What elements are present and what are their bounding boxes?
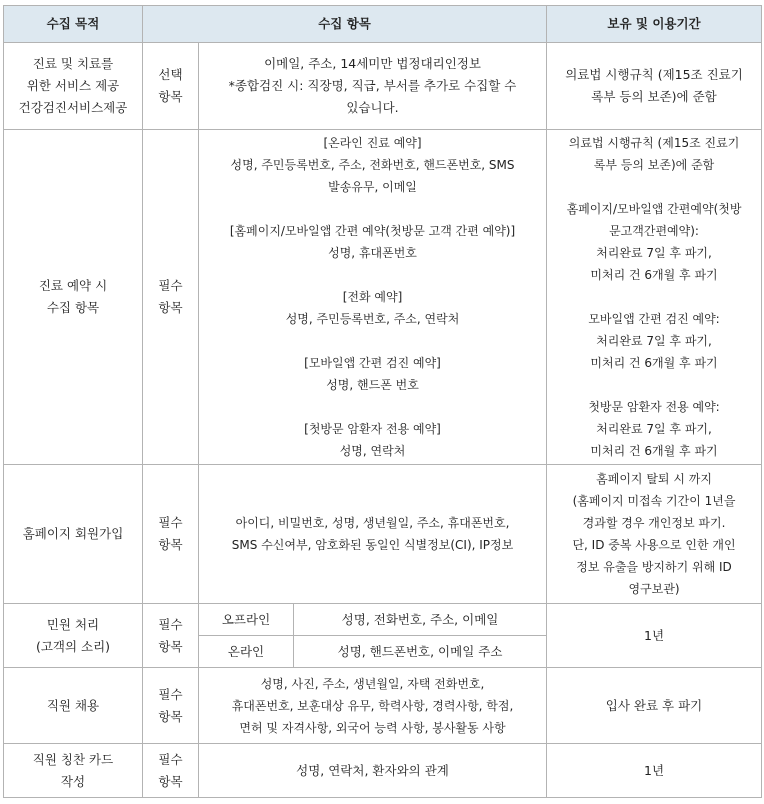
- channel-items-offline: 성명, 전화번호, 주소, 이메일: [294, 604, 547, 636]
- table-row: [4, 465, 762, 604]
- items-line: 성명, 연락처: [339, 444, 406, 458]
- items-cell: [199, 668, 547, 744]
- group-title: [온라인 진료 예약]: [323, 136, 422, 150]
- purpose-cell: [4, 668, 143, 744]
- type-line: 필수: [158, 278, 183, 293]
- items-line: 성명, 주민등록번호, 주소, 연락처: [285, 312, 460, 326]
- spacer: [205, 396, 540, 418]
- type-cell: [143, 130, 199, 465]
- purpose-line: 직원 칭찬 카드: [32, 751, 114, 767]
- channel-label-online: 온라인: [199, 636, 294, 668]
- items-line: 휴대폰번호, 보훈대상 유무, 학력사항, 경력사항, 학점,: [231, 698, 514, 713]
- retention-line: 경과할 경우 개인정보 파기.: [582, 516, 726, 530]
- purpose-line: (고객의 소리): [35, 638, 111, 654]
- purpose-cell: [4, 744, 143, 798]
- type-cell: [143, 604, 199, 668]
- items-cell: [199, 130, 547, 465]
- retention-line: 모바일앱 간편 검진 예약:: [588, 312, 720, 326]
- retention-line: 문고객간편예약):: [609, 224, 699, 238]
- purpose-cell: [4, 604, 143, 668]
- channel-label-offline: 오프라인: [199, 604, 294, 636]
- spacer: [553, 176, 755, 198]
- header-purpose: 수집 목적: [4, 6, 143, 43]
- purpose-cell: [4, 43, 143, 130]
- retention-cell: [547, 43, 762, 130]
- header-items: 수집 항목: [143, 6, 547, 43]
- type-line: 항목: [158, 708, 183, 724]
- purpose-cell: [4, 465, 143, 604]
- purpose-line: 수집 항목: [46, 300, 100, 315]
- purpose-line: 진료 예약 시: [38, 278, 108, 293]
- items-line: 아이디, 비밀번호, 성명, 생년월일, 주소, 휴대폰번호,: [235, 516, 510, 530]
- items-cell: [199, 465, 547, 604]
- retention-line: 처리완료 7일 후 파기,: [596, 334, 712, 348]
- table-row: [4, 43, 762, 130]
- retention-line: 홈페이지/모바일앱 간편예약(첫방: [566, 202, 742, 216]
- retention-line: 정보 유출을 방지하기 위해 ID: [576, 560, 732, 574]
- items-line: 성명, 핸드폰 번호: [326, 378, 419, 392]
- type-line: 필수: [158, 616, 183, 632]
- type-cell: [143, 465, 199, 604]
- type-cell: [143, 668, 199, 744]
- retention-line: 영구보관): [628, 582, 680, 596]
- type-line: 필수: [158, 515, 183, 530]
- items-line: SMS 수신여부, 암호화된 동일인 식별정보(CI), IP정보: [231, 538, 514, 552]
- table-row: [4, 130, 762, 465]
- type-line: 항목: [158, 638, 183, 654]
- header-row: [4, 6, 762, 43]
- retention-line: 미처리 건 6개월 후 파기: [590, 356, 718, 370]
- items-line: 있습니다.: [346, 100, 399, 115]
- retention-cell: [547, 130, 762, 465]
- type-cell: [143, 744, 199, 798]
- items-line: 면허 및 자격사항, 외국어 능력 사항, 봉사활동 사항: [239, 720, 506, 735]
- purpose-line: 건강검진서비스제공: [18, 100, 128, 115]
- items-line: 성명, 사진, 주소, 생년월일, 자택 전화번호,: [260, 676, 485, 691]
- retention-cell: 1년: [547, 604, 762, 668]
- items-line: *종합검진 시: 직장명, 직급, 부서를 추가로 수집할 수: [228, 78, 517, 93]
- retention-cell: 1년: [547, 744, 762, 798]
- purpose-line: 직원 채용: [46, 697, 100, 713]
- items-line: 이메일, 주소, 14세미만 법정대리인정보: [264, 56, 481, 71]
- retention-line: 미처리 건 6개월 후 파기: [590, 444, 718, 458]
- items-line: 발송유무, 이메일: [328, 180, 417, 194]
- retention-line: 의료법 시행규칙 (제15조 진료기: [565, 67, 743, 82]
- purpose-line: 민원 처리: [46, 616, 100, 632]
- type-line: 필수: [158, 751, 183, 767]
- purpose-line: 위한 서비스 제공: [26, 78, 120, 93]
- group-title: [홈페이지/모바일앱 간편 예약(첫방문 고객 간편 예약)]: [229, 224, 516, 238]
- header-retention: 보유 및 이용기간: [547, 6, 762, 43]
- items-cell: 성명, 연락처, 환자와의 관계: [199, 744, 547, 798]
- purpose-line: 홈페이지 회원가입: [22, 526, 124, 541]
- spacer: [553, 286, 755, 308]
- type-line: 항목: [158, 773, 183, 789]
- retention-line: 첫방문 암환자 전용 예약:: [588, 400, 720, 414]
- retention-line: 미처리 건 6개월 후 파기: [590, 268, 718, 282]
- retention-line: 록부 등의 보존)에 준함: [591, 89, 717, 104]
- purpose-line: 진료 및 치료를: [32, 56, 114, 71]
- type-line: 항목: [158, 537, 183, 552]
- type-line: 필수: [158, 686, 183, 702]
- spacer: [205, 330, 540, 352]
- retention-line: 록부 등의 보존)에 준함: [593, 158, 715, 172]
- retention-cell: 입사 완료 후 파기: [547, 668, 762, 744]
- retention-line: 단, ID 중복 사용으로 인한 개인: [572, 538, 736, 552]
- channel-items-online: 성명, 핸드폰번호, 이메일 주소: [294, 636, 547, 668]
- retention-cell: [547, 465, 762, 604]
- type-cell: [143, 43, 199, 130]
- type-line: 선택: [158, 67, 183, 82]
- items-line: 성명, 주민등록번호, 주소, 전화번호, 핸드폰번호, SMS: [230, 158, 515, 172]
- purpose-line: 작성: [60, 773, 86, 789]
- retention-line: 처리완료 7일 후 파기,: [596, 246, 712, 260]
- retention-line: 홈페이지 탈퇴 시 까지: [596, 472, 712, 486]
- spacer: [205, 264, 540, 286]
- privacy-collection-table: [3, 5, 762, 798]
- items-line: 성명, 휴대폰번호: [328, 246, 417, 260]
- table-row: [4, 604, 762, 636]
- group-title: [모바일앱 간편 검진 예약]: [304, 356, 441, 370]
- group-title: [전화 예약]: [342, 290, 403, 304]
- purpose-cell: [4, 130, 143, 465]
- retention-line: 처리완료 7일 후 파기,: [596, 422, 712, 436]
- retention-line: (홈페이지 미접속 기간이 1년을: [572, 494, 736, 508]
- group-title: [첫방문 암환자 전용 예약]: [304, 422, 441, 436]
- table-row: [4, 744, 762, 798]
- type-line: 항목: [158, 89, 183, 104]
- items-cell: [199, 43, 547, 130]
- table-row: [4, 668, 762, 744]
- spacer: [205, 198, 540, 220]
- spacer: [553, 374, 755, 396]
- retention-line: 의료법 시행규칙 (제15조 진료기: [568, 136, 740, 150]
- type-line: 항목: [158, 300, 183, 315]
